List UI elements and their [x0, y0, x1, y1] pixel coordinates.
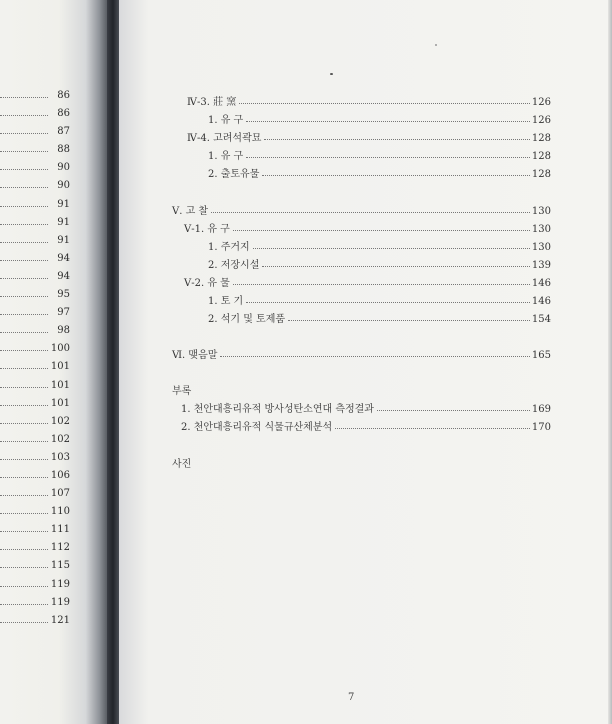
toc-entry-label: 1. 주거지: [208, 242, 250, 253]
toc-entry: [181, 401, 551, 415]
left-toc-page: 90: [57, 180, 70, 192]
left-toc-page: 86: [57, 90, 70, 101]
left-toc-page: 115: [50, 560, 70, 572]
left-toc-page: 121: [50, 614, 70, 626]
toc-entry: [181, 419, 551, 433]
left-toc-row: [0, 469, 70, 487]
toc-entry: [208, 112, 551, 126]
left-toc-row: [0, 578, 70, 596]
toc-entry-label: 2. 출토유물: [208, 169, 260, 180]
dot-leader: [0, 441, 48, 442]
dot-leader: [0, 260, 48, 261]
book-gutter: [107, 0, 119, 724]
dot-leader: [253, 248, 530, 249]
left-toc-row: [0, 559, 70, 577]
dot-leader: [0, 278, 48, 279]
toc-entry: [187, 94, 551, 108]
left-toc-row: [0, 179, 70, 197]
dot-leader: [377, 410, 530, 411]
toc-entry-label: 1. 토 기: [208, 296, 244, 307]
left-toc-page: 103: [50, 451, 70, 463]
left-toc-row: [0, 161, 70, 179]
left-toc-row: [0, 360, 70, 378]
left-toc-page: 91: [57, 234, 70, 246]
toc-entry-label: 2. 천안대흥리유적 식물규산체분석: [181, 422, 333, 433]
toc-entry: [208, 311, 551, 325]
appendix-heading: 부록: [172, 386, 192, 397]
dot-leader: [0, 567, 48, 568]
left-toc-page: 91: [57, 216, 70, 228]
dot-leader: [246, 157, 530, 158]
dot-leader: [0, 332, 48, 333]
left-toc-page: 102: [50, 433, 70, 445]
toc-entry: [172, 203, 551, 217]
left-toc-row: [0, 451, 70, 469]
dot-leader: [0, 133, 48, 134]
dot-leader: [246, 121, 530, 122]
dot-leader: [0, 477, 48, 478]
toc-entry-page: 130: [531, 242, 551, 253]
toc-entry-page: 146: [531, 278, 551, 289]
left-toc-page: 106: [50, 469, 70, 481]
dot-leader: [0, 97, 48, 98]
page-number: 7: [348, 692, 355, 703]
toc-entry-label: Ⅳ-4. 고려석곽묘: [187, 133, 262, 144]
dot-leader: [0, 169, 48, 170]
left-toc-page: 101: [50, 397, 70, 409]
toc-entry-page: 126: [531, 115, 551, 126]
toc-entry: [208, 257, 551, 271]
left-toc-row: [0, 324, 70, 342]
page-edge-shadow: [608, 0, 612, 724]
toc-entry: [187, 130, 551, 144]
dot-leader: [0, 586, 48, 587]
left-toc-page: 111: [50, 524, 70, 536]
dot-leader: [0, 187, 48, 188]
toc-entry-page: 130: [531, 206, 551, 217]
dot-leader: [0, 206, 48, 207]
toc-entry-page: 169: [531, 404, 551, 415]
toc-entry-label: Ⅴ-1. 유 구: [184, 224, 230, 235]
dot-leader: [262, 175, 530, 176]
dot-leader: [0, 405, 48, 406]
dot-leader: [288, 320, 530, 321]
left-toc-row: [0, 252, 70, 270]
toc-entry: [184, 275, 551, 289]
left-toc-row: [0, 288, 70, 306]
photos-heading: 사진: [172, 459, 192, 470]
toc-entry-page: 130: [531, 224, 551, 235]
dot-leader: [0, 495, 48, 496]
toc-entry-label: 1. 천안대흥리유적 방사성탄소연대 측정결과: [181, 404, 374, 415]
left-toc-page: 94: [57, 270, 70, 282]
left-toc-row: [0, 433, 70, 451]
toc-entry-label: Ⅵ. 맺음말: [172, 350, 218, 361]
left-toc-row: [0, 234, 70, 252]
toc-entry: [208, 239, 551, 253]
left-toc-row: [0, 523, 70, 541]
toc-entry-page: 126: [531, 97, 551, 108]
toc-entry: [208, 148, 551, 162]
left-toc-page: 107: [50, 488, 70, 500]
dot-leader: [0, 622, 48, 623]
toc-entry-label: 1. 유 구: [208, 151, 244, 162]
left-toc-row: [0, 89, 70, 107]
toc-entry-page: 128: [531, 133, 551, 144]
toc-entry-page: 128: [531, 151, 551, 162]
toc-entry-label: 1. 유 구: [208, 115, 244, 126]
dot-leader: [0, 242, 48, 243]
toc-entry-page: 139: [531, 260, 551, 271]
dot-leader: [239, 103, 530, 104]
left-toc-page: 102: [50, 415, 70, 427]
toc-entry-label: Ⅳ-3. 莊 窯: [187, 97, 237, 108]
left-toc-page: 110: [50, 506, 70, 518]
dot-leader: [0, 350, 48, 351]
left-toc-row: [0, 216, 70, 234]
left-toc-row: [0, 614, 70, 632]
left-toc-page: 97: [57, 307, 70, 319]
toc-entry-page: 170: [531, 422, 551, 433]
left-toc-page: 87: [57, 126, 70, 138]
left-toc-page: 95: [57, 289, 70, 301]
left-toc-page: 100: [50, 343, 70, 355]
dot-leader: [0, 224, 48, 225]
toc-entry-page: 165: [531, 350, 551, 361]
dot-leader: [246, 302, 530, 303]
toc-entry-label: Ⅴ. 고 찰: [172, 206, 209, 217]
left-toc-row: [0, 505, 70, 523]
dot-leader: [0, 549, 48, 550]
dot-leader: [0, 531, 48, 532]
left-toc-list: [0, 89, 70, 632]
toc-entry-label: 2. 저장시설: [208, 260, 260, 271]
dot-leader: [0, 151, 48, 152]
left-toc-row: [0, 379, 70, 397]
dot-leader: [0, 296, 48, 297]
dot-leader: [0, 314, 48, 315]
left-toc-page: 119: [50, 578, 70, 590]
dot-leader: [0, 115, 48, 116]
left-toc-row: [0, 125, 70, 143]
left-toc-row: [0, 487, 70, 505]
dot-leader: [0, 513, 48, 514]
dot-leader: [233, 230, 530, 231]
left-toc-page: 119: [50, 596, 70, 608]
left-toc-page: 112: [50, 542, 70, 554]
right-page: [119, 0, 612, 724]
dot-leader: [211, 212, 530, 213]
left-toc-page: 88: [57, 144, 70, 156]
left-toc-page: 90: [57, 162, 70, 174]
toc-entry: [172, 347, 551, 361]
dot-leader: [264, 139, 530, 140]
left-toc-row: [0, 342, 70, 360]
left-toc-row: [0, 596, 70, 614]
dot-leader: [0, 387, 48, 388]
dot-leader: [220, 356, 530, 357]
left-toc-page: 91: [57, 198, 70, 210]
toc-entry-label: 2. 석기 및 토제품: [208, 314, 286, 325]
toc-entry: [208, 293, 551, 307]
left-toc-row: [0, 270, 70, 288]
left-toc-row: [0, 107, 70, 125]
dot-leader: [335, 428, 530, 429]
left-toc-row: [0, 397, 70, 415]
toc-entry-page: 154: [531, 314, 551, 325]
left-toc-row: [0, 198, 70, 216]
page-speck: [435, 44, 437, 46]
toc-entry-page: 146: [531, 296, 551, 307]
left-toc-row: [0, 143, 70, 161]
dot-leader: [0, 459, 48, 460]
toc-entry: [208, 166, 551, 180]
left-toc-page: 94: [57, 252, 70, 264]
dot-leader: [233, 284, 530, 285]
left-toc-page: 86: [57, 108, 70, 120]
dot-leader: [0, 604, 48, 605]
left-page: [0, 0, 107, 724]
dot-leader: [0, 423, 48, 424]
toc-entry: [184, 221, 551, 235]
left-toc-row: [0, 415, 70, 433]
left-toc-page: 98: [57, 325, 70, 337]
toc-entry-label: Ⅴ-2. 유 물: [184, 278, 230, 289]
toc-entry-page: 128: [531, 169, 551, 180]
left-toc-page: 101: [50, 361, 70, 373]
dot-leader: [0, 368, 48, 369]
dot-leader: [262, 266, 530, 267]
left-toc-row: [0, 541, 70, 559]
left-toc-page: 101: [50, 379, 70, 391]
page-speck: [330, 73, 333, 75]
left-toc-row: [0, 306, 70, 324]
